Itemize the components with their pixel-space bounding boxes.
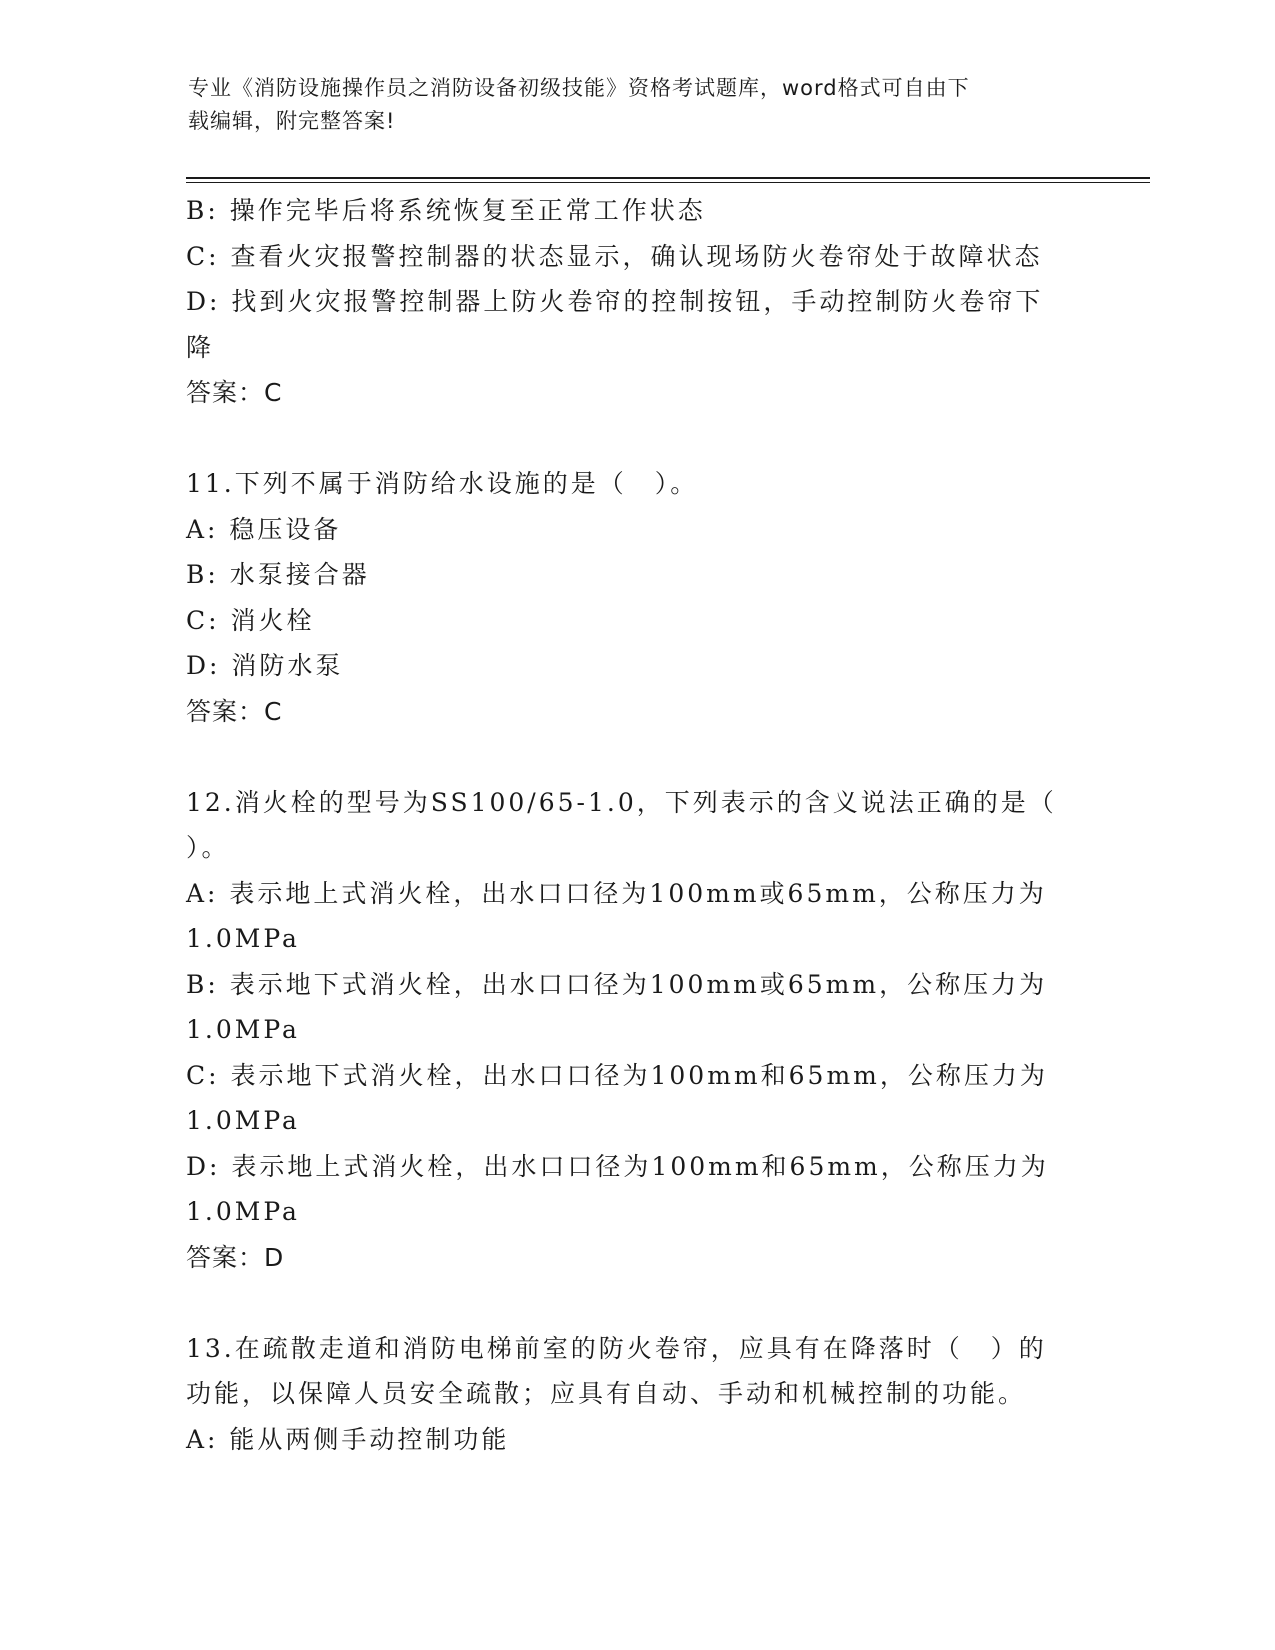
q12-option-a-line1: A: 表示地上式消火栓，出水口口径为100mm或65mm，公称压力为 xyxy=(186,878,1047,908)
q11-question: 11.下列不属于消防给水设施的是（ ）。 xyxy=(186,469,699,498)
q12-option-b-line1: B: 表示地下式消火栓，出水口口径为100mm或65mm，公称压力为 xyxy=(186,969,1048,999)
q10-option-c: C: 查看火灾报警控制器的状态显示，确认现场防火卷帘处于故障状态 xyxy=(186,241,1043,271)
q12-option-b-line2: 1.0MPa xyxy=(186,1015,300,1044)
q12-option-a-line2: 1.0MPa xyxy=(186,924,300,953)
q13-question-line2: 功能，以保障人员安全疏散；应具有自动、手动和机械控制的功能。 xyxy=(186,1379,1027,1408)
q10-option-d-line1: D: 找到火灾报警控制器上防火卷帘的控制按钮，手动控制防火卷帘下 xyxy=(186,287,1044,316)
q12-option-d-line2: 1.0MPa xyxy=(186,1197,300,1226)
q12-option-c-line2: 1.0MPa xyxy=(186,1106,300,1135)
header-rule-thick xyxy=(186,177,1150,179)
header-rule-thin xyxy=(186,182,1150,183)
q12-option-d-line1: D: 表示地上式消火栓，出水口口径为100mm和65mm，公称压力为 xyxy=(186,1151,1049,1181)
header-line-2: 载编辑，附完整答案! xyxy=(188,109,396,133)
q13-option-a: A: 能从两侧手动控制功能 xyxy=(186,1424,510,1454)
document-header xyxy=(188,72,1088,138)
q11-option-d: D: 消防水泵 xyxy=(186,651,344,680)
q12-answer: 答案：D xyxy=(186,1242,285,1272)
spacer xyxy=(186,734,1086,780)
q10-option-b: B: 操作完毕后将系统恢复至正常工作状态 xyxy=(186,196,706,225)
spacer xyxy=(186,1280,1086,1326)
q11-option-c: C: 消火栓 xyxy=(186,605,315,635)
q12-option-c-line1: C: 表示地下式消火栓，出水口口径为100mm和65mm，公称压力为 xyxy=(186,1060,1048,1090)
q11-option-a: A: 稳压设备 xyxy=(186,514,342,544)
q10-option-d-line2: 降 xyxy=(186,332,215,362)
question-content xyxy=(186,188,1086,1462)
spacer xyxy=(186,416,1086,462)
q12-question-line1: 12.消火栓的型号为SS100/65-1.0，下列表示的含义说法正确的是（ xyxy=(186,787,1057,817)
q10-answer: 答案：C xyxy=(186,378,283,407)
q13-question-line1: 13.在疏散走道和消防电梯前室的防火卷帘，应具有在降落时（ ）的 xyxy=(186,1333,1047,1363)
q11-answer: 答案：C xyxy=(186,696,283,726)
q12-question-line2: ）。 xyxy=(186,833,230,862)
header-line-1: 专业《消防设施操作员之消防设备初级技能》资格考试题库，word格式可自由下 xyxy=(188,76,970,100)
q11-option-b: B: 水泵接合器 xyxy=(186,560,370,589)
